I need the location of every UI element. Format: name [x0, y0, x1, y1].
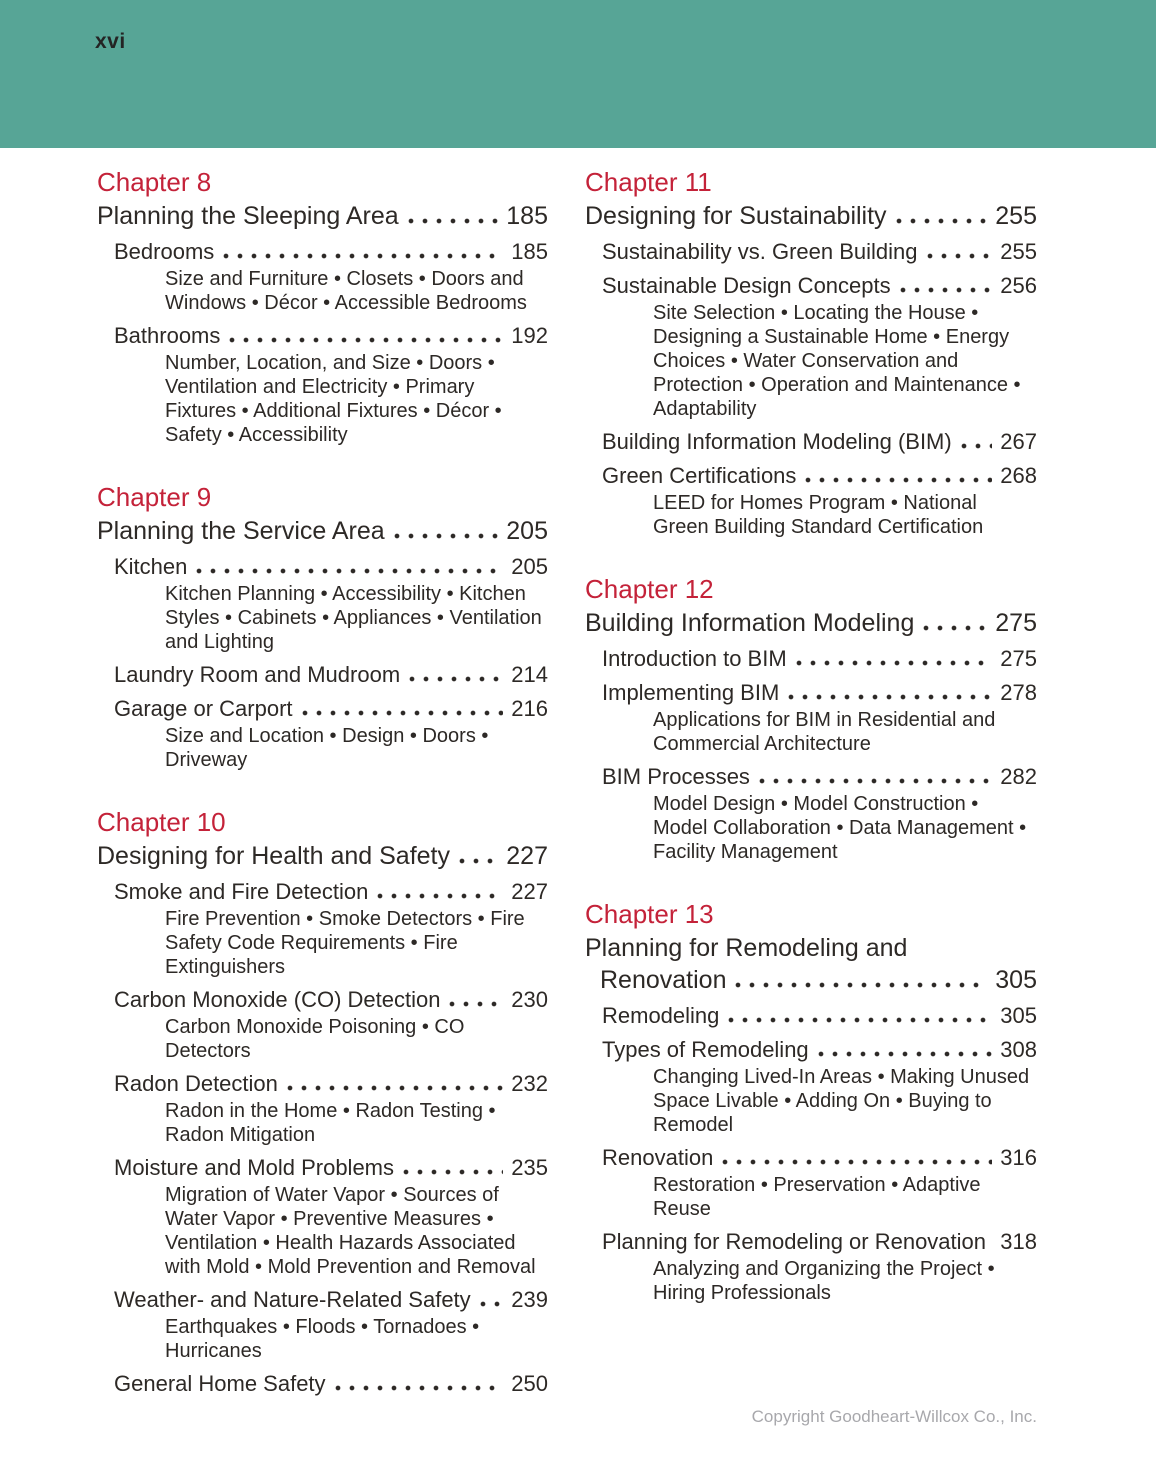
toc-entry-page-number: 192: [511, 323, 548, 348]
toc-entry-page-number: 216: [511, 696, 548, 721]
toc-entry-topics: Fire Prevention • Smoke Detectors • Fire Safety Code Requirements • Fire Extinguishers: [165, 908, 525, 978]
chapter-label: Chapter 13: [585, 899, 714, 929]
toc-entry-title: Implementing BIM: [602, 680, 780, 705]
leader-dots: [896, 218, 988, 224]
leader-dots: [223, 253, 503, 259]
toc-entry-page-number: 230: [511, 987, 548, 1012]
toc-entry: [585, 1143, 1037, 1172]
leader-dots: [394, 533, 499, 539]
toc-entry-topics: Earthquakes • Floods • Tornadoes • Hurricanes: [165, 1316, 480, 1362]
leader-dots: [408, 218, 499, 224]
toc-entry-title: Moisture and Mold Problems: [114, 1155, 395, 1180]
toc-chapter: [585, 166, 1037, 539]
toc-entry-title: Planning for Remodeling or Renovation: [602, 1229, 987, 1254]
toc-entry-title: General Home Safety: [114, 1371, 326, 1396]
toc-entry: [585, 644, 1037, 673]
leader-dots: [961, 443, 993, 449]
chapter-title: Renovation: [600, 966, 727, 994]
leader-dots: [377, 893, 503, 899]
toc-entry: [97, 877, 548, 906]
toc-entry: [585, 237, 1037, 266]
chapter-title-row: [585, 932, 1037, 964]
toc-chapter: [585, 898, 1037, 1305]
toc-entry: [97, 660, 548, 689]
toc-entry-page-number: 239: [511, 1287, 548, 1312]
toc-entry: [97, 321, 548, 350]
toc-entry: [97, 237, 548, 266]
toc-entry-page-number: 278: [1000, 680, 1037, 705]
leader-dots: [287, 1085, 503, 1091]
chapter-label: Chapter 11: [585, 167, 712, 197]
toc-entry-title: Sustainability vs. Green Building: [602, 239, 918, 264]
chapter-label: Chapter 12: [585, 574, 714, 604]
toc-entry-title: BIM Processes: [602, 764, 750, 789]
leader-dots: [403, 1169, 503, 1175]
toc-entry-title: Introduction to BIM: [602, 646, 787, 671]
leader-dots: [728, 1017, 992, 1023]
header-band: [0, 0, 1156, 148]
toc-entry-topics: Applications for BIM in Residential and Commercial Architecture: [653, 709, 996, 755]
leader-dots: [900, 287, 993, 293]
toc-chapter: [97, 166, 548, 447]
toc-entry-title: Bedrooms: [114, 239, 215, 264]
toc-entry-title: Green Certifications: [602, 463, 797, 488]
toc-chapter: [97, 806, 548, 1398]
chapter-label: Chapter 10: [97, 807, 226, 837]
toc-entry: [97, 1069, 548, 1098]
toc-entry-topics: Size and Furniture • Closets • Doors and Windows • Décor • Accessible Bedrooms: [165, 268, 527, 314]
leader-dots: [480, 1301, 504, 1307]
leader-dots: [735, 982, 987, 988]
chapter-title: Designing for Sustainability: [585, 202, 887, 230]
leader-dots: [788, 694, 992, 700]
toc-entry-topics: Changing Lived-In Areas • Making Unused Space Livable • Adding On • Buying to Remodel: [653, 1066, 1030, 1136]
toc-entry-title: Renovation: [602, 1145, 714, 1170]
toc-entry-title: Kitchen: [114, 554, 188, 579]
toc-entry-page-number: 318: [1000, 1229, 1037, 1254]
toc-entry: [97, 985, 548, 1014]
leader-dots: [229, 337, 503, 343]
chapter-title-row: [585, 607, 1037, 639]
leader-dots: [805, 477, 992, 483]
chapter-page-number: 275: [995, 609, 1037, 637]
chapter-page-number: 227: [506, 842, 548, 870]
toc-entry: [585, 461, 1037, 490]
chapter-title: Planning for Remodeling and: [585, 934, 908, 962]
toc-entry-topics: Analyzing and Organizing the Project • Hiring Professionals: [653, 1258, 995, 1304]
leader-dots: [409, 676, 503, 682]
leader-dots: [927, 253, 993, 259]
toc-entry-page-number: 316: [1000, 1145, 1037, 1170]
chapter-page-number: 255: [995, 202, 1037, 230]
leader-dots: [923, 625, 987, 631]
toc-entry: [585, 762, 1037, 791]
chapter-label: Chapter 9: [97, 482, 212, 512]
chapter-title-row: [585, 964, 1037, 996]
toc-entry: [585, 678, 1037, 707]
toc-entry-title: Radon Detection: [114, 1071, 278, 1096]
toc-entry-page-number: 205: [511, 554, 548, 579]
toc-entry-topics: Size and Location • Design • Doors • Driveway: [165, 725, 489, 771]
chapter-label: Chapter 8: [97, 167, 212, 197]
toc-entry-title: Types of Remodeling: [602, 1037, 809, 1062]
chapter-page-number: 185: [506, 202, 548, 230]
toc-entry-page-number: 250: [511, 1371, 548, 1396]
toc-entry-title: Garage or Carport: [114, 696, 293, 721]
leader-dots: [335, 1385, 504, 1391]
leader-dots: [459, 858, 498, 864]
toc-entry: [585, 427, 1037, 456]
leader-dots: [722, 1159, 992, 1165]
toc-column-left: [97, 166, 548, 1432]
toc-entry: [97, 694, 548, 723]
toc-entry: [97, 1285, 548, 1314]
chapter-title: Planning the Sleeping Area: [97, 202, 399, 230]
toc-entry-page-number: 255: [1000, 239, 1037, 264]
chapter-title: Planning the Service Area: [97, 517, 385, 545]
toc-entry-title: Smoke and Fire Detection: [114, 879, 369, 904]
toc-entry: [585, 1035, 1037, 1064]
leader-dots: [796, 660, 993, 666]
toc-entry-title: Weather- and Nature-Related Safety: [114, 1287, 471, 1312]
toc-entry-page-number: 282: [1000, 764, 1037, 789]
toc-chapter: [585, 573, 1037, 864]
toc-entry: [97, 552, 548, 581]
toc-entry: [97, 1153, 548, 1182]
chapter-page-number: 305: [995, 966, 1037, 994]
toc-entry-topics: Kitchen Planning • Accessibility • Kitchen Styles • Cabinets • Appliances • Ventilation and Lighting: [165, 583, 542, 653]
toc-entry-title: Sustainable Design Concepts: [602, 273, 891, 298]
toc-entry-page-number: 227: [511, 879, 548, 904]
toc-entry-topics: LEED for Homes Program • National Green Building Standard Certification: [653, 492, 984, 538]
toc-entry-topics: Restoration • Preservation • Adaptive Reuse: [653, 1174, 981, 1220]
toc-entry-page-number: 267: [1000, 429, 1037, 454]
toc-entry-topics: Migration of Water Vapor • Sources of Water Vapor • Preventive Measures • Ventilation • Health Hazards Associated with Mold • Mold Prevention and Removal: [165, 1184, 536, 1278]
toc-entry-page-number: 235: [511, 1155, 548, 1180]
chapter-title: Designing for Health and Safety: [97, 842, 450, 870]
toc-entry-topics: Radon in the Home • Radon Testing • Radon Mitigation: [165, 1100, 496, 1146]
leader-dots: [818, 1051, 993, 1057]
leader-dots: [302, 710, 504, 716]
toc-entry-topics: Model Design • Model Construction • Model Collaboration • Data Management • Facility Management: [653, 793, 1027, 863]
toc-column-right: [585, 166, 1037, 1339]
leader-dots: [196, 568, 503, 574]
toc-entry-title: Laundry Room and Mudroom: [114, 662, 401, 687]
toc-entry: [585, 271, 1037, 300]
chapter-title-row: [97, 515, 548, 547]
toc-entry-title: Bathrooms: [114, 323, 221, 348]
toc-entry-title: Remodeling: [602, 1003, 720, 1028]
toc-entry-topics: Carbon Monoxide Poisoning • CO Detectors: [165, 1016, 465, 1062]
leader-dots: [759, 778, 992, 784]
toc-entry-topics: Number, Location, and Size • Doors • Ventilation and Electricity • Primary Fixtures • Additional Fixtures • Décor • Safety • Accessibility: [165, 352, 502, 446]
toc-entry-title: Carbon Monoxide (CO) Detection: [114, 987, 441, 1012]
toc-entry-page-number: 308: [1000, 1037, 1037, 1062]
toc-entry-topics: Site Selection • Locating the House • Designing a Sustainable Home • Energy Choices • Water Conservation and Protection • Operation and Maintenance • Adaptability: [653, 302, 1021, 420]
toc-chapter: [97, 481, 548, 772]
chapter-title: Building Information Modeling: [585, 609, 915, 637]
toc-entry-page-number: 275: [1000, 646, 1037, 671]
toc-entry-title: Building Information Modeling (BIM): [602, 429, 952, 454]
chapter-title-row: [97, 200, 548, 232]
toc-entry-page-number: 214: [511, 662, 548, 687]
toc-entry: [585, 1001, 1037, 1030]
chapter-page-number: 205: [506, 517, 548, 545]
chapter-title-row: [97, 840, 548, 872]
toc-entry-page-number: 256: [1000, 273, 1037, 298]
toc-entry-page-number: 268: [1000, 463, 1037, 488]
toc-entry: [585, 1227, 1037, 1256]
toc-entry-page-number: 232: [511, 1071, 548, 1096]
toc-entry: [97, 1369, 548, 1398]
leader-dots: [449, 1001, 503, 1007]
toc-entry-page-number: 185: [511, 239, 548, 264]
copyright-text: Copyright Goodheart-Willcox Co., Inc.: [751, 1407, 1037, 1426]
toc-entry-page-number: 305: [1000, 1003, 1037, 1028]
chapter-title-row: [585, 200, 1037, 232]
page-folio: xvi: [95, 30, 126, 53]
